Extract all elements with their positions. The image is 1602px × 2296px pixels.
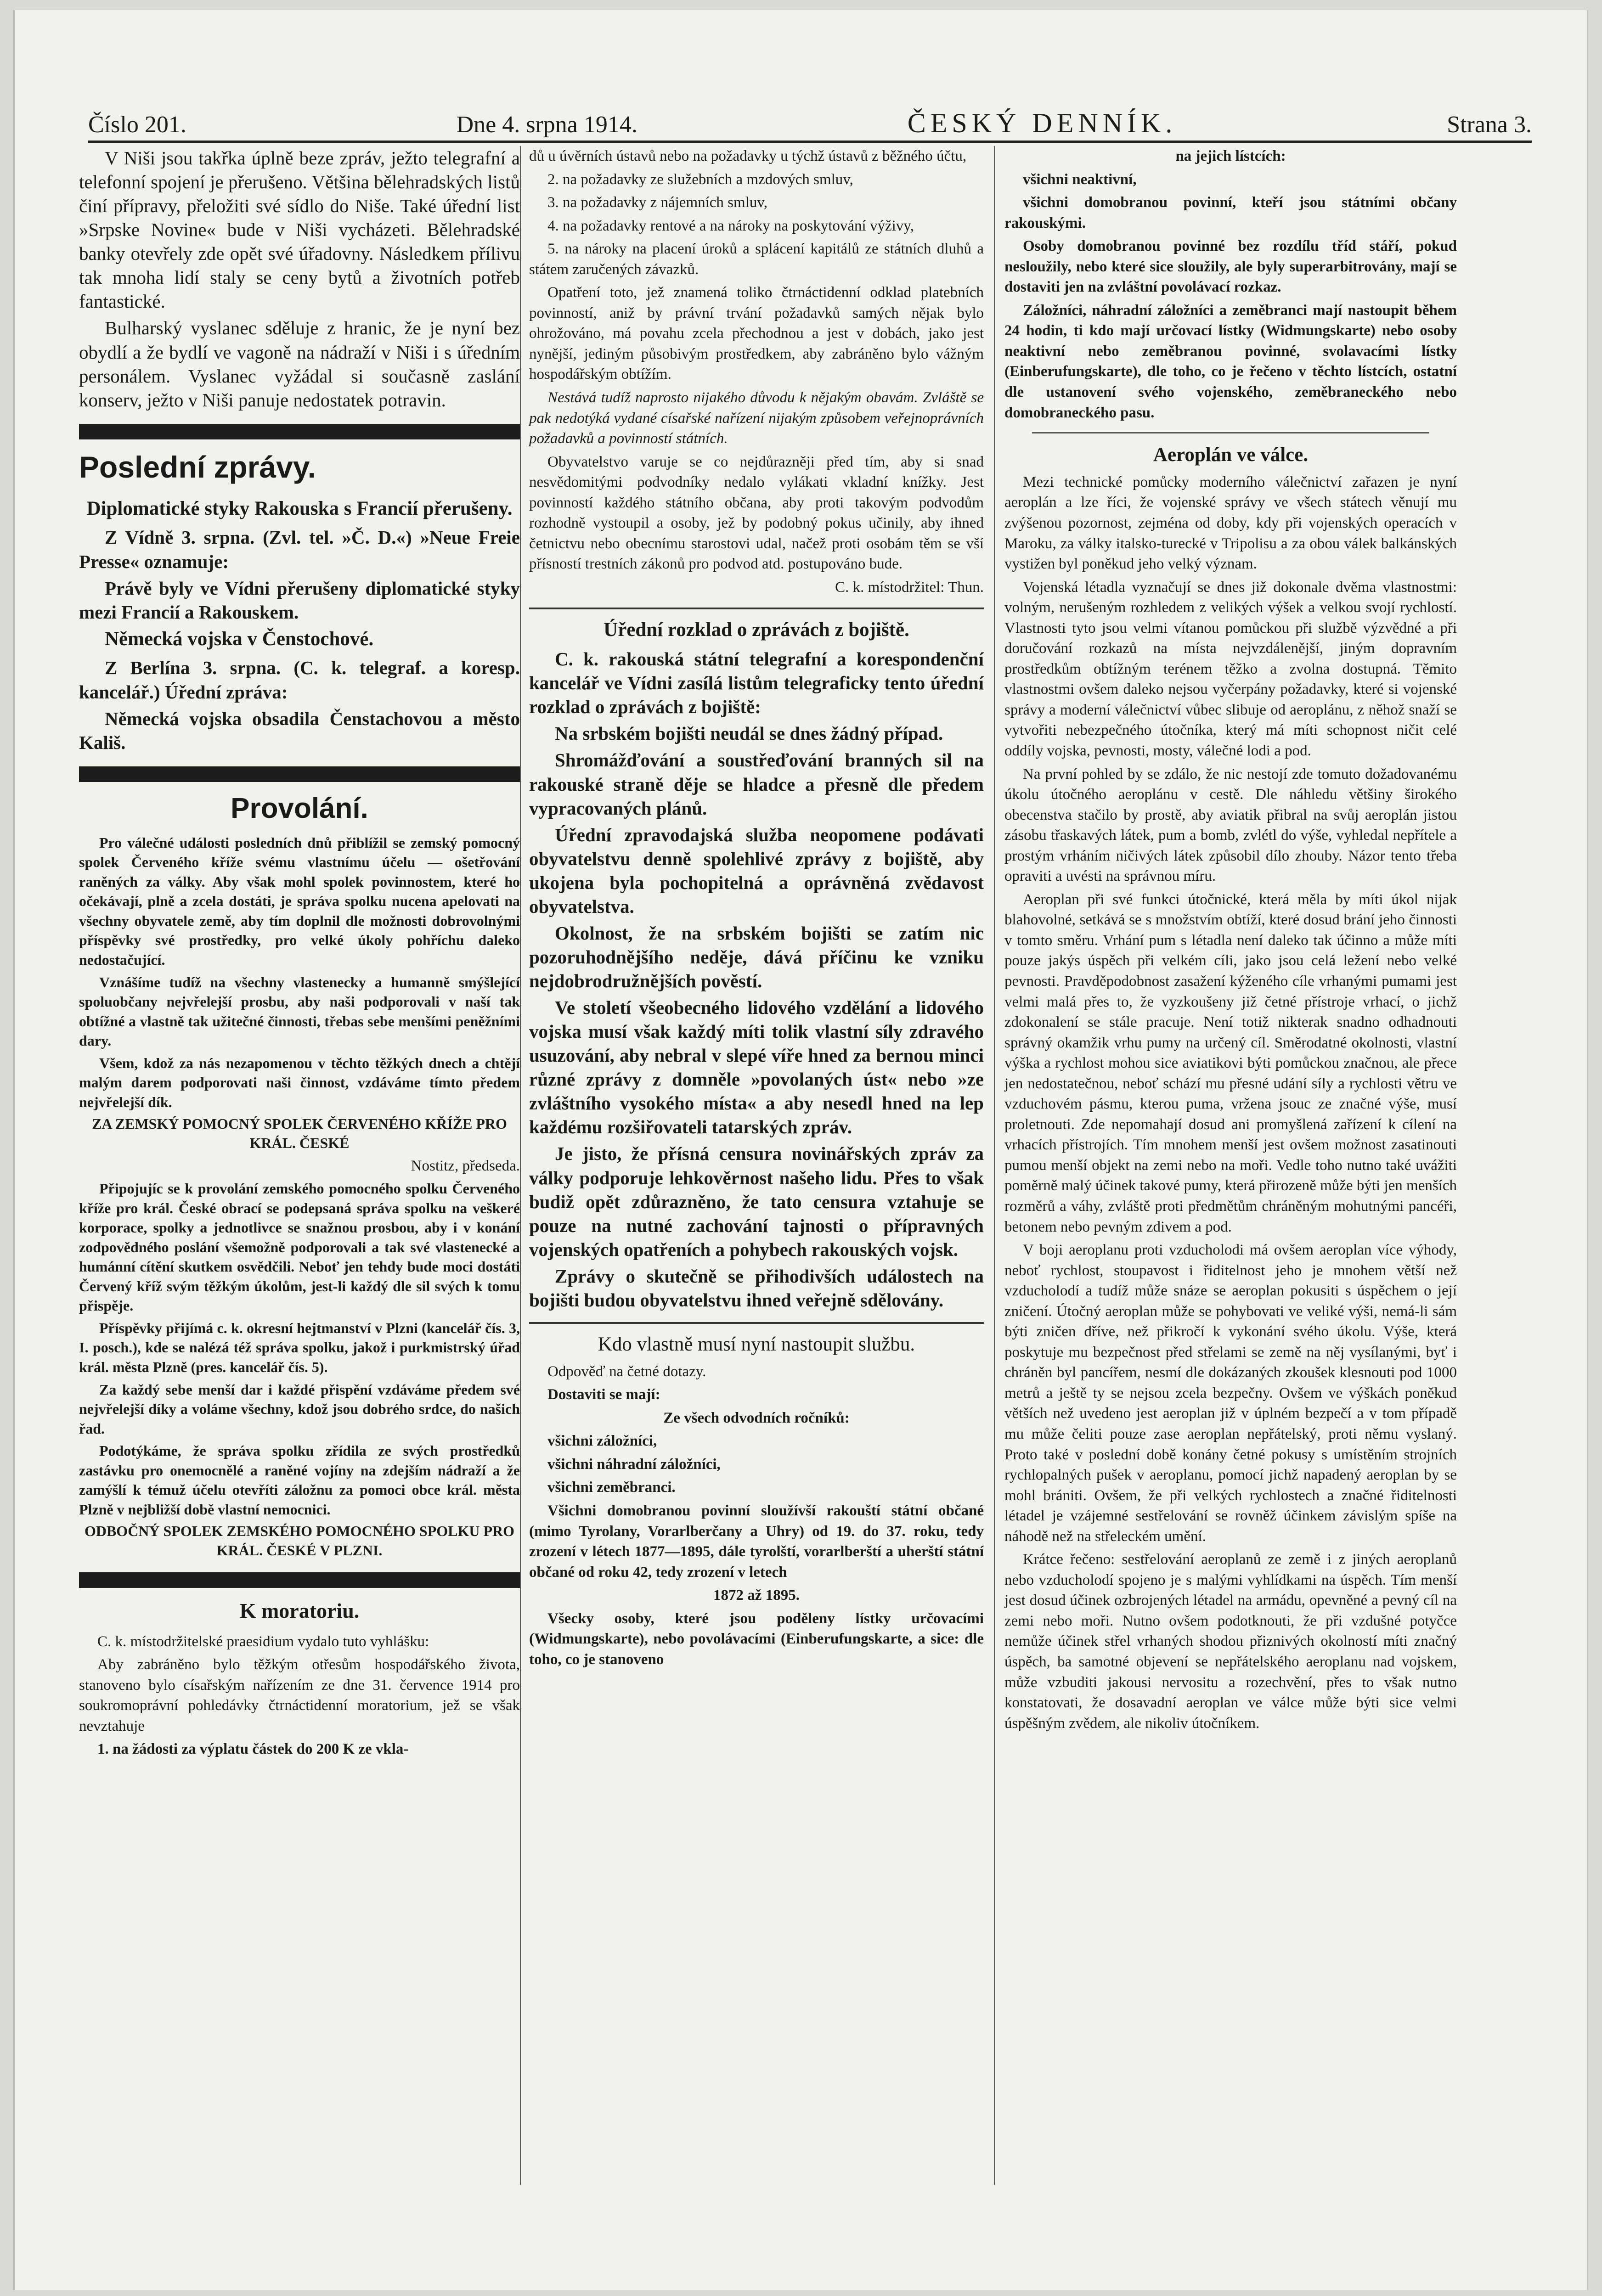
article-subhead: 1872 až 1895. <box>713 1587 800 1604</box>
article-paragraph: C. k. místodržitelské praesidium vydalo tuto vyhlášku: <box>97 1633 429 1650</box>
section-rule <box>1032 432 1429 433</box>
article-paragraph: 1. na žádosti za výplatu částek do 200 K ze vkla- <box>97 1741 409 1758</box>
article-paragraph: Na první pohled by se zdálo, že nic nestojí zde tomuto dožadovanému úkolu útočného aeroplánu v cestě. Dle náhledu většiny širokého obecenstva stačilo by prostě, aby aviatik přibral na svůj aeroplán jistou zásobu třaskavých látek, pum a bomb, zvlétl do výše, vyhledal nepřítele a prostým vrháním ničivých látek způsobil dílo zhouby. Názor tento třeba opraviti a uvésti na správnou míru. <box>1004 765 1457 885</box>
column-divider <box>994 146 995 2185</box>
article-paragraph: Dostaviti se mají: <box>547 1386 660 1403</box>
article-paragraph: Odpověď na četné dotazy. <box>547 1363 706 1380</box>
article-paragraph: V boji aeroplanu proti vzducholodi má ovšem aeroplan více výhody, neboť rychlost, stoupavost i řiditelnost jeho je mnohem větší než vzducholodí a tudíž může snáze se aeroplan pokusiti s úspěchem o její zničení. Útočný aeroplan může se pohybovati ve veliké výši, nemá-li sám býti zničen dříve, než přikročí k vykonání svého úkolu. Výše, která poskytuje mu bezpečnost před střelami se země na něj vysílanými, byť i chráněn byl pancířem, nesmí dle dokázaných zkoušek klesnouti pod 1000 metrů a ještě ty se nejsou zcela bezpečny. Ovšem ve výškách poněkud větších než uvedeno jest aeroplan již v úplném bezpečí a v tom případě mu může čeliti pouze zase aeroplan nepřátelský, proti němu vyslaný. Proto také v poslední době konány četné pokusy s umístěním strojních rychlopalných pušek v aeroplanu, pomocí jichž napadený aeroplan by se mohl brániti. Ovšem, že při velkých rychlostech a značné řiditelnosti létadel je vzájemné sestřelování se rovněž účinkem závislým spíše na náhodě než na střeleckém umění. <box>1004 1242 1457 1545</box>
section-title-aeroplane: Aeroplán ve válce. <box>1153 444 1309 466</box>
article-paragraph: V Niši jsou takřka úplně beze zpráv, ježto telegrafní a telefonní spojení je přerušeno. Většina bělehradských listů činí přípravy, přeložiti své sídlo do Niše. Také úřední list »Srpske Novine« bude v Niši vycházeti. Bělehradské banky otevřely zde opět své úřadovny. Následkem přílivu tak mnoha lidí staly se ceny bytů a životních potřeb fantastické. <box>79 147 520 312</box>
issue-date: Dne 4. srpna 1914. <box>456 112 637 138</box>
appeal-paragraph: Připojujíc se k provolání zemského pomocného spolku Červeného kříže pro král. České obrací se podepsaná správa spolku na veškeré korporace, spolky a jednotlivce se snažnou prosbou, aby i v konání zodpovědného poslání všemožně podporovali a tak své vlastenecké a humánní cítění skutkem osvědčili. Neboť jen tehdy bude moci dostáti Červený kříž svým těžkým úkolům, jest-li každý dle sil svých k tomu přispěje. <box>79 1180 520 1314</box>
column-3 <box>1004 146 1457 1736</box>
appeal-signature: ODBOČNÝ SPOLEK ZEMSKÉHO POMOCNÉHO SPOLKU PRO KRÁL. ČESKÉ V PLZNI. <box>84 1523 515 1559</box>
article-headline: Diplomatické styky Rakouska s Francií přerušeny. <box>86 497 513 519</box>
list-item: dů u úvěrních ústavů nebo na požadavky u týchž ústavů z běžného účtu, <box>529 148 967 164</box>
report-paragraph: Je jisto, že přísná censura novinářských zpráv za války podporuje lehkověrnost našeho lidu. Přes to však budiž opět zdůrazněno, že tato censura vztahuje se pouze na nutné zachování tajnosti o přípravných vojenských opatřeních a pohybech rakouských vojsk. <box>529 1143 984 1260</box>
appeal-signatory: Nostitz, předseda. <box>411 1157 520 1174</box>
list-item: 2. na požadavky ze služebních a mzdových smluv, <box>547 171 853 188</box>
article-paragraph: Nestává tudíž naprosto nijakého důvodu k nějakým obavám. Zvláště se pak nedotýká vydané císařské nařízení nijakým způsobem veřejnoprávních požadavků a povinností státních. <box>529 389 984 447</box>
list-item: 5. na nároky na placení úroků a splácení kapitálů ze státních dluhů a státem zaručených závazků. <box>529 241 984 278</box>
appeal-paragraph: Vznášíme tudíž na všechny vlastenecky a humanně smýšlející spoluobčany nejvřelejší prosbu, aby naši podporovali v naší tak obtížné a vlastně tak užitečné činnosti, třebas sebe menšími peněžními dary. <box>79 974 520 1049</box>
section-rule <box>79 766 520 782</box>
article-paragraph: Aby zabráněno bylo těžkým otřesům hospodářského života, stanoveno bylo císařským nařízením ze dne 31. července 1914 pro soukromoprávní pohledávky čtrnáctidenní moratorium, jež se však nevztahuje <box>79 1656 520 1734</box>
news-bulletin: Právě byly ve Vídni přerušeny diplomatické styky mezi Francií a Rakouskem. <box>79 577 520 623</box>
page-number: Strana 3. <box>1447 112 1532 138</box>
report-paragraph: C. k. rakouská státní telegrafní a korespondenční kancelář ve Vídni zasílá listům telegraficky tento úřední rozklad o zprávách z bojiště: <box>529 648 984 718</box>
appeal-paragraph: Všem, kdož za nás nezapomenou v těchto těžkých dnech a chtějí malým darem podporovati naši činnost, vzdáváme tímto předem nejvřelejší dík. <box>79 1054 520 1110</box>
section-rule <box>79 424 520 439</box>
article-subhead: na jejich lístcích: <box>1175 148 1286 164</box>
article-paragraph: Krátce řečeno: sestřelování aeroplanů ze země i z jiných aeroplanů nebo vzducholodí spojeno je s malými vyhlídkami na úspěch. Tím menší jest dosud účinek ozbrojených létadel na armádu, opevněné a pevný cíl na zemi nebo moři. Nutno ovšem podotknouti, že při vzdušné potyčce nemůže účinek střel vrhaných shodou přiznivých okolností míti značný úspěch, ba samotné objevení se nepřátelského aeroplanu nad vojskem, může vzbuditi jakousi nervositu a rozechvění, přes to však nutno konstatovati, že dosavadní aeroplan ve válce může býti sice velmi úspěšným zvědem, ale nikoliv útočníkem. <box>1004 1551 1457 1732</box>
issue-number: Číslo 201. <box>88 112 186 138</box>
masthead-title: ČESKÝ DENNÍK. <box>907 108 1177 138</box>
article-paragraph: Všecky osoby, které jsou poděleny lístky určovacími (Widmungskarte), nebo povolávacími (Einberufungskarte, a sice: dle toho, co je stanoveno <box>529 1610 984 1668</box>
report-paragraph: Úřední zpravodajská služba neopomene podávati obyvatelstvu denně spolehlivé zprávy z bojiště, aby ukojena byla pochopitelná a oprávněná zvědavost obyvatelstva. <box>529 824 984 917</box>
report-paragraph: Shromážďování a soustřeďování branných sil na rakouské straně děje se hladce a přesně dle předem vypracovaných plánů. <box>529 749 984 819</box>
dateline-paragraph: Z Berlína 3. srpna. (C. k. telegraf. a koresp. kancelář.) Úřední zpráva: <box>79 657 520 703</box>
section-title-who-serves: Kdo vlastně musí nyní nastoupit službu. <box>598 1333 915 1355</box>
page-header <box>88 93 1532 143</box>
appeal-signature: ZA ZEMSKÝ POMOCNÝ SPOLEK ČERVENÉHO KŘÍŽE PRO KRÁL. ČESKÉ <box>92 1115 507 1151</box>
report-paragraph: Zprávy o skutečně se přihodivších událostech na bojišti budou obyvatelstvu ihned veřejně sdělovány. <box>529 1265 984 1311</box>
appeal-paragraph: Podotýkáme, že správa spolku zřídila ze svých prostředků zastávku pro onemocnělé a raněné vojíny na zdejším nádraží a že zamýšlí k témuž účelu otevříti záložnu za pomoci obce král. města Plzně v nejbližší době vlastní nemocnici. <box>79 1442 520 1518</box>
column-1 <box>79 146 520 1762</box>
section-title-moratorium: K moratoriu. <box>239 1598 360 1622</box>
list-item: všichni záložníci, <box>547 1433 657 1450</box>
article-paragraph: Aeroplan při své funkci útočnické, která měla by míti úkol nijak blahovolné, setkává se s množstvím obtíží, které dosud brání jeho činnosti v tomto směru. Vrhání pum s létadla není daleko tak účinno a může míti pouze jakýs úspěch při velkém cíli, jako jsou celá ležení nebo velké pevnosti. Pravděpodobnost zasažení kýženého cíle vrhanými pumami jest velmi malá přes to, že vyzkoušeny již četné přístroje vrhací, o jichž zdokonalení se stále pracuje. Není totiž nikterak snadno odhadnouti správný okamžik vrhu pumy na určený cíl. Směrodatné okolnosti, vlastní výška a rychlost mohou sice aviatikovi býti pomůckou značnou, ale přece jen nedostatečnou, neboť schází mu přesné udání síly a rychlosti větru ve vzduchovém pásmu, kterou puma, vržena jsouc ze značné výše, musí proletnouti. Zde nepomahají dosud ani promyšlená zařízení k cílení na vrhacích přístrojích. Tím mnohem menší jest ovšem možnost zasatinouti pumou menší objekt na zemi nebo na moři. Vedle toho nutno také uvážiti poměrně malý účinek takové pumy, která přirozeně může býti jen menších rozměrů a váhy, zvláště proti předmětům chráněným mohutnými pancéři, betonem nebo pevným zdivem a pod. <box>1004 891 1457 1235</box>
list-item: všichni zeměbranci. <box>547 1479 676 1496</box>
list-item: všichni neaktivní, <box>1023 171 1137 188</box>
dateline-paragraph: Z Vídně 3. srpna. (Zvl. tel. »Č. D.«) »Neue Freie Presse« oznamuje: <box>79 527 520 572</box>
article-paragraph: Vojenská létadla vyznačují se dnes již dokonale dvěma vlastnostmi: volným, nerušeným rozhledem z velikých výšek a velkou svojí rychlostí. Vlastnosti tyto jsou velmi vítanou pomůckou při službě výzvědné a při doručování rozkazů na místa nejvzdálenější, jiným dopravním prostředkům obtížným terénem těžko a zvolna dostupná. Těmito vlastnostmi ovšem daleko nejsou vyčerpány požadavky, které si vojenské správy a moderní válečnictví vůbec slibuje od aeroplánu, z něhož snaží se vytvořiti nebezpečného útočníka, který má míti schopnost ničit celé oddíly vojska, pevnosti, mosty, válečné lodi a pod. <box>1004 579 1457 759</box>
list-item: 3. na požadavky z nájemních smluv, <box>547 194 767 211</box>
article-paragraph: Opatření toto, jež znamená toliko čtrnáctidenní odklad platebních povinností, aniž by právní trvání požadavků samých nějak bylo ohrožováno, má povahu zcela přechodnou a jest v dobách, jako jest nynější, jediným působivým prostředkem, aby zabráněno bylo vážným hospodářským obtížím. <box>529 284 984 383</box>
newspaper-page <box>13 10 1588 2290</box>
article-subhead: Ze všech odvodních ročníků: <box>663 1409 850 1426</box>
report-paragraph: Na srbském bojišti neudál se dnes žádný případ. <box>555 723 943 744</box>
list-item: všichni náhradní záložníci, <box>547 1456 721 1473</box>
article-paragraph: Všichni domobranou povinní sloužívší rakouští státní občané (mimo Tyrolany, Vorarlberčany a Uhry) od 19. do 37. roku, tedy zrození v létech 1877—1895, dále tyrolští, vorarlberští a uherští státní občané od roku 42, tedy zrození v letech <box>529 1502 984 1581</box>
column-divider <box>520 146 521 2185</box>
appeal-paragraph: Za každý sebe menší dar i každé přispění vzdáváme předem své nejvřelejší díky a voláme všechny, kdož jsou dobrého srdce, do našich řad. <box>79 1381 520 1437</box>
appeal-paragraph: Pro válečné události posledních dnů přiblížil se zemský pomocný spolek Červeného kříže svému vlastnímu účelu — ošetřování raněných za války. Aby však mohl spolek povinnostem, které ho očekávají, plně a zcela dostáti, je správa spolku nucena apelovati na všechny obyvatele země, aby tím doplnil dle možnosti dobrovolnými příspěvky své prostředky, pro velké úkoly pohříchu daleko nedostačující. <box>79 834 520 968</box>
article-paragraph: Obyvatelstvo varuje se co nejdůrazněji před tím, aby si snad nesvědomitými podvodníky nedalo vylákati vkladní knížky. Jest povinností každého státního občana, aby proti takovým podvodům rozhodně vystoupil a osoby, jež by podobný pokus učinily, aby ihned četnictvu nebo obecnímu starostovi udal, načež proti osobám těm se vší přísností trestních zákonů pro podvod atd. postupováno bude. <box>529 453 984 573</box>
report-paragraph: Ve století všeobecného lidového vzdělání a lidového vojska musí však každý míti tolik vlastní síly zdravého usuzování, aby nebral v slepé víře hned za bernou minci různé zprávy z domněle »povolaných úst« nebo »ze zvláštního vysokého místa« a aby nesedl hned na lep každému rozšiřovateli tatarských zpráv. <box>529 997 984 1138</box>
news-bulletin: Německá vojska obsadila Čenstachovou a město Kališ. <box>79 708 520 753</box>
section-title-appeal: Provolání. <box>231 792 368 824</box>
section-title-latest-news: Poslední zprávy. <box>79 450 316 484</box>
section-rule <box>529 1322 984 1324</box>
column-2 <box>529 146 984 1672</box>
article-paragraph: Bulharský vyslanec sděluje z hranic, že je nyní bez obydlí a že bydlí ve vagoně na nádraží v Niši i s úředním personálem. Vyslanec vyžádal si současně zaslání konserv, ježto v Niši panuje nedostatek potravin. <box>79 317 520 411</box>
section-rule <box>79 1572 520 1588</box>
article-headline: Německá vojska v Čenstochové. <box>105 628 374 650</box>
section-title-official-report: Úřední rozklad o zprávách z bojiště. <box>604 619 909 641</box>
list-item: 4. na požadavky rentové a na nároky na poskytování výživy, <box>547 217 914 234</box>
article-paragraph: Záložníci, náhradní záložníci a zeměbranci mají nastoupit během 24 hodin, ti kdo mají určovací lístky (Widmungskarte) nebo osoby neaktivní nebo zeměbranou povinné, svolavacími lístky (Einberufungskarte), dle toho, co je řečeno v těchto lístcích, ostatní dle ustanovení svého vojenského, zeměbraneckého nebo domobraneckého pasu. <box>1004 302 1457 421</box>
article-paragraph: Osoby domobranou povinné bez rozdílu tříd stáří, pokud nesloužily, nebo které sice sloužily, ale byly superarbitrovány, mají se dostaviti jen na zvláštní povolávací rozkaz. <box>1004 238 1457 296</box>
section-rule <box>529 608 984 609</box>
report-paragraph: Okolnost, že na srbském bojišti se zatím nic pozoruhodnějšího neděje, dává příčinu ke vzniku nejdobrodružnějších pověstí. <box>529 922 984 992</box>
list-item: všichni domobranou povinní, kteří jsou státními občany rakouskými. <box>1004 194 1457 231</box>
appeal-paragraph: Příspěvky přijímá c. k. okresní hejtmanství v Plzni (kancelář čís. 3, I. posch.), kde se nalézá též správa spolku, jakož i purkmistrský úřad král. města Plzně (pres. kancelář čís. 5). <box>79 1319 520 1375</box>
article-signature: C. k. místodržitel: Thun. <box>835 579 984 596</box>
article-paragraph: Mezi technické pomůcky moderního válečnictví zařazen je nyní aeroplán a lze říci, že vojenské správy ve všech státech věnují mu zvýšenou pozornost, zejména od doby, kdy při vojenských operacích v Maroku, za války italsko-turecké v Tripolisu a za obou válek balkánských vystižen byl poněkud jeho velký význam. <box>1004 473 1457 573</box>
